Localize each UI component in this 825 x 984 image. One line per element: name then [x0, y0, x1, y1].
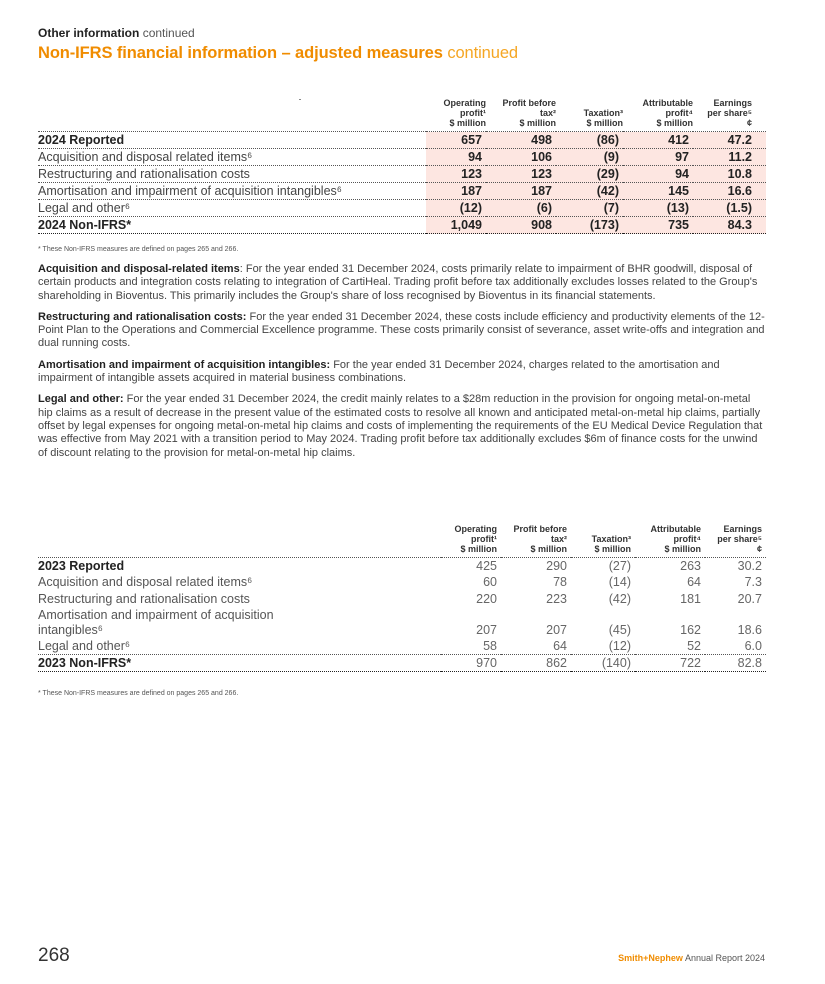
table-row	[38, 183, 766, 200]
row-label: Restructuring and rationalisation costs	[38, 592, 250, 606]
row-label: Restructuring and rationalisation costs	[38, 166, 426, 183]
cell: 94	[623, 166, 693, 183]
cell: 223	[546, 592, 567, 606]
report-name: Annual Report 2024	[684, 953, 765, 963]
kicker-bold: Other information	[38, 26, 140, 40]
row-label: Amortisation and impairment of acquisition intangibles⁶	[38, 183, 426, 200]
cell: 97	[623, 149, 693, 166]
cell: (9)	[556, 149, 623, 166]
cell: (173)	[556, 217, 623, 234]
table-header	[38, 524, 766, 558]
cell: 16.6	[693, 183, 766, 200]
cell: 162	[680, 623, 701, 637]
cell: 187	[486, 183, 556, 200]
cell: 207	[476, 623, 497, 637]
cell: 862	[501, 655, 571, 672]
cell: (140)	[571, 655, 635, 672]
cell: 94	[426, 149, 486, 166]
col-taxation: Taxation³ $ million	[571, 524, 635, 558]
note-text: For the year ended 31 December 2024, the credit mainly relates to a $28m reduction in the provision for ongoing metal-on-metal hip claims as a result of decrease in the present value of the estimated costs to resolve all known and anticipated metal-on-metal hip claims, partially offset by legal expenses for ongoing metal-on-metal hip claims and costs of implementing the requirements of the EU Medical Device Regulation that was effective from May 2021 with a transition period to May 2024. Trading profit before tax additionally excludes $6m of finance costs for the unwind of discount relating to the provision for metal-on-metal hip claims.	[38, 393, 763, 459]
footnote-2023: * These Non-IFRS measures are defined on pages 265 and 266.	[38, 690, 239, 697]
table-row	[38, 217, 766, 234]
note-paragraph: Acquisition and disposal-related items: For the year ended 31 December 2024, costs primarily relate to impairment of BHR goodwill, disposal of certain products and integration costs relating to integration of CartiHeal. Trading profit before tax additionally excludes losses related to the Group's shareholding in Bioventus. This primarily includes the Group's share of loss recognised by Bioventus in its financial statements.	[38, 263, 758, 302]
cell: (42)	[556, 183, 623, 200]
page-number: 268	[38, 945, 70, 966]
cell: 58	[441, 638, 501, 655]
note-heading: Legal and other:	[38, 393, 124, 406]
cell: (45)	[608, 623, 631, 637]
cell: 145	[623, 183, 693, 200]
col-operating-profit: Operating profit¹ $ million	[441, 524, 501, 558]
kicker-continued: continued	[142, 26, 195, 40]
cell: 412	[623, 132, 693, 149]
cell: 18.6	[737, 623, 762, 637]
note-text: For the year ended 31 December 2024, these costs include efficiency and productivity elements of the 12-Point Plan to the Operations and Commercial Excellence programme. These costs primarily consist of severance, asset write-offs and integration and dual running costs.	[38, 310, 765, 350]
cell: 263	[680, 559, 701, 573]
cell: 181	[680, 592, 701, 606]
table-row	[38, 574, 766, 590]
cell: (12)	[571, 638, 635, 655]
col-profit-before-tax: Profit before tax² $ million	[486, 98, 556, 132]
cell: 7.3	[744, 575, 762, 589]
table-row	[38, 590, 766, 608]
note-paragraph	[38, 359, 766, 386]
table-row	[38, 638, 766, 655]
cell: (27)	[608, 559, 631, 573]
note-paragraph	[38, 393, 766, 459]
cell: (13)	[623, 200, 693, 217]
cell: 106	[486, 149, 556, 166]
table-row	[38, 558, 766, 575]
header-blank	[38, 98, 426, 132]
section-kicker	[38, 26, 195, 40]
title-bold: Non-IFRS financial information – adjusted measures	[38, 44, 443, 62]
cell: 220	[476, 592, 497, 606]
cell: 290	[546, 559, 567, 573]
row-label: Acquisition and disposal related items⁶	[38, 149, 426, 166]
cell: 722	[635, 655, 705, 672]
col-attributable-profit: Attributable profit⁴ $ million	[635, 524, 705, 558]
explanatory-notes	[38, 263, 766, 468]
row-label: 2023 Non-IFRS*	[38, 655, 441, 672]
cell: (1.5)	[693, 200, 766, 217]
cell: 1,049	[426, 217, 486, 234]
cell: (7)	[556, 200, 623, 217]
cell: 735	[623, 217, 693, 234]
cell: (29)	[556, 166, 623, 183]
col-eps: Earnings per share⁵ ¢	[705, 524, 766, 558]
row-label: 2023 Reported	[38, 559, 125, 573]
cell: 657	[426, 132, 486, 149]
note-text: For the year ended 31 December 2024, charges related to the amortisation and impairment of intangible assets acquired in material business combinations.	[38, 358, 720, 385]
table-row	[38, 149, 766, 166]
cell: 498	[486, 132, 556, 149]
table-header	[38, 98, 766, 132]
table-2024	[38, 98, 766, 234]
cell: 123	[426, 166, 486, 183]
cell: 30.2	[737, 559, 762, 573]
table-row	[38, 608, 766, 638]
cell: 52	[635, 638, 705, 655]
cell: 64	[501, 638, 571, 655]
row-label: Acquisition and disposal related items⁶	[38, 575, 253, 589]
header-blank	[38, 524, 441, 558]
col-taxation: Taxation³ $ million	[556, 98, 623, 132]
cell: (14)	[608, 575, 631, 589]
note-heading: Amortisation and impairment of acquisition intangibles:	[38, 358, 331, 371]
row-label: 2024 Non-IFRS*	[38, 217, 426, 234]
cell: 6.0	[705, 638, 766, 655]
row-label: 2024 Reported	[38, 132, 426, 149]
col-operating-profit: Operating profit¹ $ million	[426, 98, 486, 132]
page-title	[38, 44, 518, 63]
cell: 10.8	[693, 166, 766, 183]
cell: 187	[426, 183, 486, 200]
cell: 908	[486, 217, 556, 234]
table-row	[38, 655, 766, 672]
cell: 82.8	[705, 655, 766, 672]
table-row	[38, 200, 766, 217]
cell: 78	[553, 575, 567, 589]
note-paragraph	[38, 311, 766, 351]
col-profit-before-tax: Profit before tax² $ million	[501, 524, 571, 558]
footnote-2024: * These Non-IFRS measures are defined on pages 265 and 266.	[38, 246, 239, 253]
cell: 123	[486, 166, 556, 183]
row-label: Legal and other⁶	[38, 200, 426, 217]
cell: 425	[476, 559, 497, 573]
cell: 64	[687, 575, 701, 589]
cell: 970	[441, 655, 501, 672]
cell: (6)	[486, 200, 556, 217]
row-label: Legal and other⁶	[38, 638, 441, 655]
table-row	[38, 166, 766, 183]
footer-brand	[618, 953, 765, 963]
cell: 47.2	[693, 132, 766, 149]
cell: 20.7	[737, 592, 762, 606]
cell: 207	[546, 623, 567, 637]
cell: 60	[483, 575, 497, 589]
table-row	[38, 132, 766, 149]
col-attributable-profit: Attributable profit⁴ $ million	[623, 98, 693, 132]
cell: (42)	[608, 592, 631, 606]
brand-name: Smith+Nephew	[618, 953, 683, 963]
title-continued: continued	[447, 44, 518, 62]
cell: (12)	[426, 200, 486, 217]
note-heading: Acquisition and disposal-related items	[38, 263, 240, 275]
note-text: For the year ended 31 December 2024, costs primarily relate to impairment of BHR goodwill, disposal of certain products and integration costs relating to integration of CartiHeal. Trading profit before tax additionally excludes losses related to the Group's shareholding in Bioventus. This primarily includes the Group's share of loss recognised by Bioventus in its financial statements.	[38, 263, 758, 302]
col-eps: Earnings per share⁵ ¢	[693, 98, 766, 132]
cell: 11.2	[693, 149, 766, 166]
table-2023	[38, 524, 766, 672]
row-label: Amortisation and impairment of acquisition intangibles⁶	[38, 608, 274, 637]
cell: 84.3	[693, 217, 766, 234]
note-heading: Restructuring and rationalisation costs:	[38, 310, 247, 323]
cell: (86)	[556, 132, 623, 149]
